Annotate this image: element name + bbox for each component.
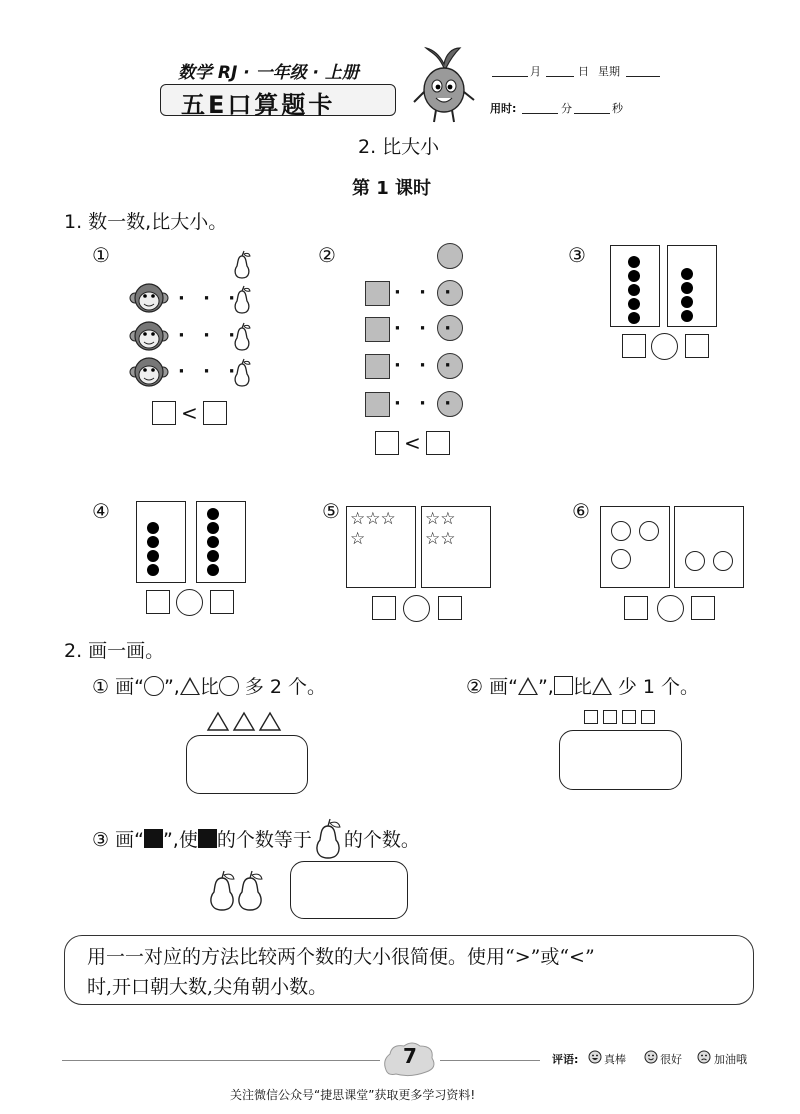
matching-dots: · · · [178,288,242,309]
matching-dots: · · · [394,318,458,339]
monkey-icon [130,282,168,314]
matching-dots: · · · [394,393,458,414]
dot-card-right [667,245,717,327]
q2-sub2-text-a: 画“ [489,676,518,698]
q2-sub1-number: ① [92,676,110,698]
date-week-label: 星期 [598,65,620,78]
dot-card-left [610,245,660,327]
dot-card-right [196,501,246,583]
time-min-blank[interactable] [522,113,558,114]
square-row [584,710,664,726]
footer-rule-left [62,1060,380,1061]
time-sec-blank[interactable] [574,113,610,114]
matching-dots: · · · [178,325,242,346]
circle-card-left [600,506,670,588]
triangle-shape-icon [180,677,200,695]
black-square-icon [198,829,217,848]
date-day-blank[interactable] [546,76,574,77]
star-card-left [346,506,416,588]
date-month-label: 月 [530,65,541,78]
smiley-keep-going-icon [697,1050,711,1064]
gray-square [365,281,390,306]
comparison-circle[interactable] [657,595,684,622]
matching-dots: · · · [394,355,458,376]
lesson-title: 2. 比大小 [358,136,440,158]
answer-box-left[interactable] [146,590,170,614]
q1-item5-number: ⑤ [322,499,340,523]
brand-title: 五E口算题卡 [181,91,336,119]
date-month-blank[interactable] [492,76,528,77]
answer-box-right[interactable] [210,590,234,614]
q2-sub3-text-c: 的个数等于 [216,829,312,851]
q2-sub3-text-a: 画“ [115,829,144,851]
gray-circle [437,243,463,269]
pear-icon [232,250,252,280]
q2-sub3-drawing-area[interactable] [290,861,408,919]
tip-box [64,935,754,1005]
answer-box-right[interactable] [685,334,709,358]
answer-box-left[interactable] [624,596,648,620]
star-card-right [421,506,491,588]
q1-item4-number: ④ [92,499,110,523]
triangle-shape-icon [518,677,538,695]
monkey-icon [130,356,168,388]
monkey-icon [130,320,168,352]
matching-dots: · · · [178,361,242,382]
rating-good[interactable]: 很好 [660,1053,682,1066]
date-week-blank[interactable] [626,76,660,77]
time-label: 用时: [490,102,517,115]
q2-sub2-text-b: ”, [537,676,554,698]
rating-great[interactable]: 真棒 [604,1053,626,1066]
time-min-label: 分 [561,102,572,115]
triangle-shape-icon [592,677,612,695]
q2-sub1-text-c: 比 [199,676,219,698]
q2-sub2-instruction [466,672,699,699]
q2-sub1-text-d: 多 2 个。 [244,676,327,698]
series-label: 数学 RJ · 一年级 · 上册 [178,63,359,83]
star-group: ☆☆☆ ☆ [350,509,396,549]
comparison-circle[interactable] [176,589,203,616]
q1-item3-number: ③ [568,243,586,267]
brand-banner [160,84,396,119]
answer-box-right[interactable] [691,596,715,620]
triangle-row [206,710,282,732]
gray-square [365,354,390,379]
gray-square [365,317,390,342]
black-square-icon [144,829,163,848]
q2-sub2-text-d: 少 1 个。 [617,676,700,698]
promo-text: 关注微信公众号“捷思课堂”获取更多学习资料! [230,1088,476,1102]
circle-shape-icon [219,676,239,696]
q1-item1-number: ① [92,243,110,267]
circle-card-right [674,506,744,588]
square-shape-icon [554,676,573,695]
tip-line-1: 用一一对应的方法比较两个数的大小很简便。使用“>”或“<” [87,946,595,968]
q2-sub1-drawing-area[interactable] [186,735,308,794]
matching-dots: · · · [394,282,458,303]
time-sec-label: 秒 [612,102,623,115]
tip-line-2: 时,开口朝大数,尖角朝小数。 [87,976,328,998]
answer-box-right[interactable] [203,401,227,425]
q2-sub1-instruction [92,672,326,699]
comparison-sign: < [404,431,421,455]
q2-sub3-text-b: ”,使 [162,829,198,851]
q2-sub2-number: ② [466,676,484,698]
page-number: 7 [403,1044,417,1068]
comparison-circle[interactable] [651,333,678,360]
mascot-icon [408,46,480,126]
smiley-good-icon [644,1050,658,1064]
q2-sub3-text-d: 的个数。 [343,829,420,851]
q2-prompt: 2. 画一画。 [64,640,165,662]
q1-item2-number: ② [318,243,336,267]
pear-icon [312,818,344,860]
q2-sub3-instruction [92,818,420,860]
smiley-great-icon [588,1050,602,1064]
answer-box-left[interactable] [372,596,396,620]
dot-card-left [136,501,186,583]
pear-pair-icon [206,870,268,914]
answer-box-right[interactable] [438,596,462,620]
circle-shape-icon [144,676,164,696]
q2-sub2-text-c: 比 [572,676,592,698]
q2-sub1-text-a: 画“ [115,676,144,698]
lesson-subtitle: 第 1 课时 [352,178,432,199]
answer-box-left[interactable] [152,401,176,425]
q1-item6-number: ⑥ [572,499,590,523]
footer-rule-mid [440,1060,540,1061]
answer-box-right[interactable] [426,431,450,455]
comparison-circle[interactable] [403,595,430,622]
gray-square [365,392,390,417]
answer-box-left[interactable] [622,334,646,358]
q1-prompt: 1. 数一数,比大小。 [64,211,228,233]
q2-sub3-number: ③ [92,829,110,851]
rating-keep-going[interactable]: 加油哦 [714,1053,747,1066]
answer-box-left[interactable] [375,431,399,455]
comparison-sign: < [181,401,198,425]
star-group: ☆☆ ☆☆ [425,509,456,549]
date-day-label: 日 [578,65,589,78]
q2-sub2-drawing-area[interactable] [559,730,682,790]
q2-sub1-text-b: ”, [163,676,180,698]
rating-label: 评语: [552,1053,579,1066]
